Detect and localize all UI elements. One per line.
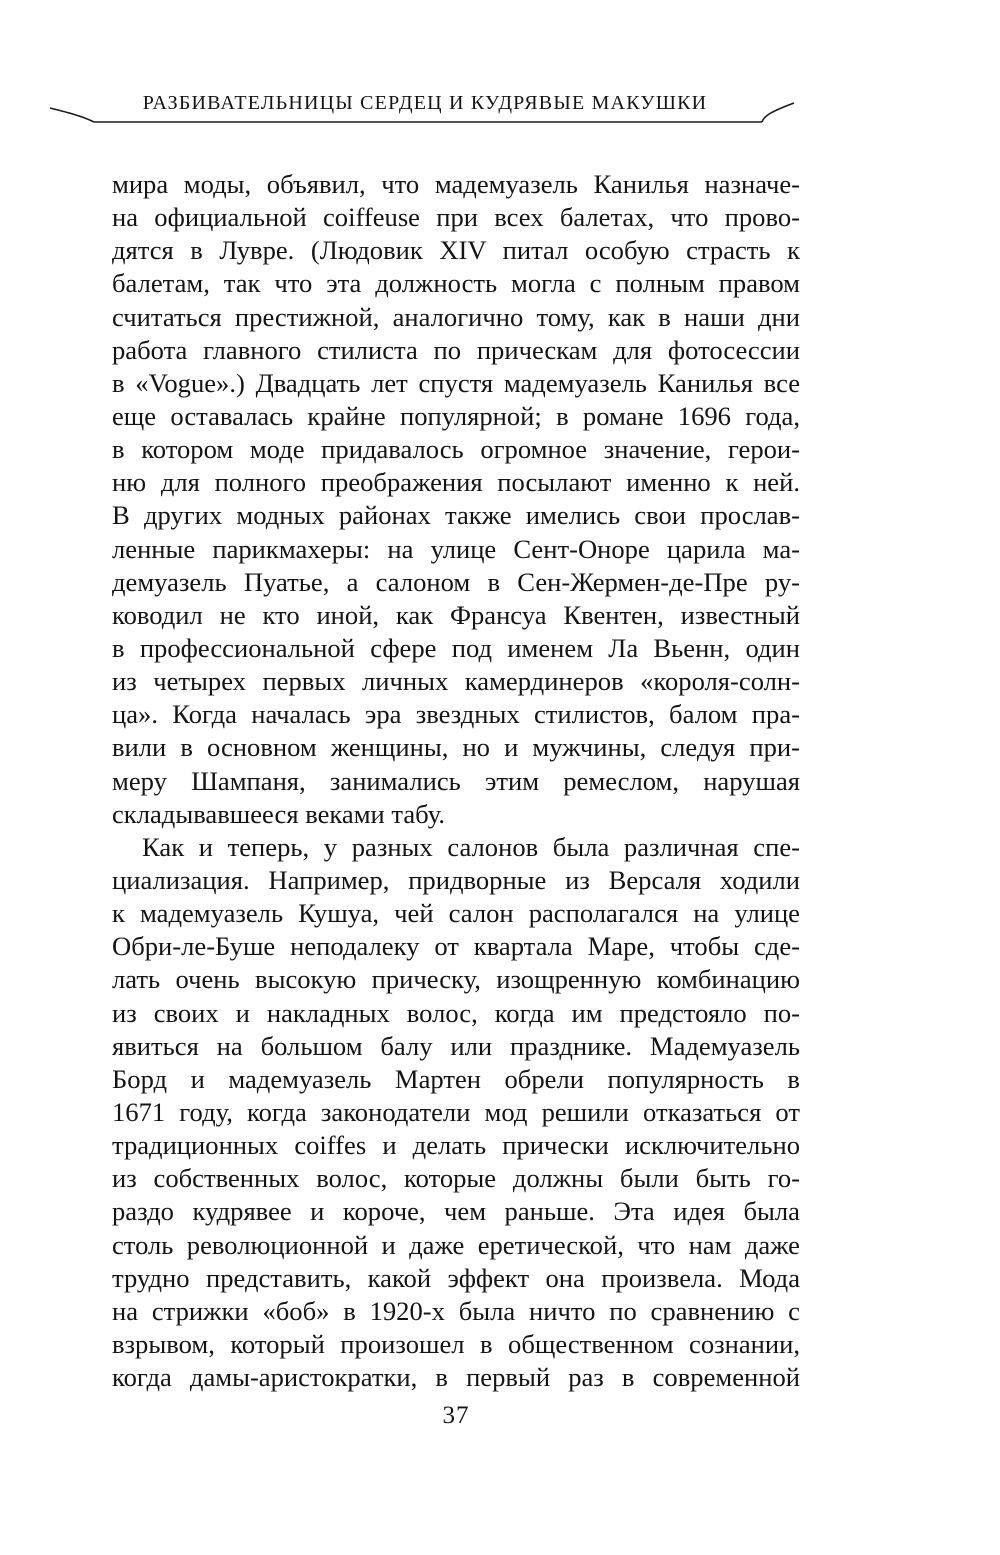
body-text <box>112 168 800 1394</box>
running-head-title: РАЗБИВАТЕЛЬНИЦЫ СЕРДЕЦ И КУДРЯВЫЕ МАКУШКИ <box>142 92 708 114</box>
page-number: 37 <box>442 1402 470 1429</box>
text-line: взрывом, который произошел в общественном сознании, <box>112 1328 800 1359</box>
text-line: В других модных районах также имелись свои прослав- <box>112 500 800 531</box>
text-line: из четырех первых личных камердинеров «короля-солн- <box>112 666 800 697</box>
text-line: работа главного стилиста по прическам для фотосессии <box>112 334 800 365</box>
text-line: когда дамы-аристократки, в первый раз в современной <box>112 1362 800 1393</box>
text-line: явиться на большом балу или празднике. Мадемуазель <box>112 1030 800 1061</box>
text-line: 1671 году, когда законодатели мод решили отказаться от <box>112 1096 800 1127</box>
text-line: из своих и накладных волос, когда им предстояло по- <box>112 997 800 1028</box>
running-head <box>48 86 802 136</box>
text-line: мира моды, объявил, что мадемуазель Канилья назначе- <box>112 169 800 199</box>
paragraph-1 <box>112 168 800 831</box>
text-line: столь революционной и даже еретической, что нам даже <box>112 1229 800 1260</box>
text-line: считаться престижной, аналогично тому, как в наши дни <box>112 301 800 332</box>
text-line: Обри-ле-Буше неподалеку от квартала Маре, чтобы сде- <box>112 931 800 962</box>
text-line: Как и теперь, у разных салонов была различная спе- <box>142 831 800 862</box>
text-line: демуазель Пуатье, а салоном в Сен-Жермен-де-Пре ру- <box>112 566 800 597</box>
text-line: вили в основном женщины, но и мужчины, следуя при- <box>112 732 800 763</box>
text-line: ленные парикмахеры: на улице Сент-Оноре царила ма- <box>112 533 800 564</box>
text-line: Борд и мадемуазель Мартен обрели популярность в <box>112 1063 800 1094</box>
text-line: лать очень высокую прическу, изощренную комбинацию <box>112 964 800 995</box>
paragraph-2 <box>112 831 800 1394</box>
text-line: трудно представить, какой эффект она произвела. Мода <box>112 1262 800 1293</box>
text-line: ца». Когда началась эра звездных стилистов, балом пра- <box>112 699 800 730</box>
text-line: из собственных волос, которые должны были быть го- <box>112 1163 800 1194</box>
text-line: меру Шампаня, занимались этим ремеслом, нарушая <box>112 765 800 796</box>
text-line: еще оставалась крайне популярной; в романе 1696 года, <box>112 400 800 431</box>
text-line: балетам, так что эта должность могла с полным правом <box>112 268 800 299</box>
text-line: в профессиональной сфере под именем Ла Вьенн, один <box>112 632 800 663</box>
text-line: на стрижки «боб» в 1920-х была ничто по сравнению с <box>112 1295 800 1326</box>
text-line: к мадемуазель Кушуа, чей салон располагался на улице <box>112 898 800 929</box>
text-line: ню для полного преображения посылают именно к ней. <box>112 467 800 498</box>
text-line: раздо кудрявее и короче, чем раньше. Эта идея была <box>112 1196 800 1227</box>
text-line: на официальной coiffeuse при всех балетах, что прово- <box>112 202 800 233</box>
text-line: ководил не кто иной, как Франсуа Квентен, известный <box>112 599 800 630</box>
text-line: традиционных coiffes и делать прически исключительно <box>112 1130 800 1161</box>
text-line: в «Vogue».) Двадцать лет спустя мадемуазель Канилья все <box>112 367 800 398</box>
text-line: циализация. Например, придворные из Версаля ходили <box>112 864 800 895</box>
text-line: дятся в Лувре. (Людовик XIV питал особую страсть к <box>112 235 800 266</box>
text-line: складывавшееся веками табу. <box>112 798 445 829</box>
text-line: в котором моде придавалось огромное значение, герои- <box>112 434 800 465</box>
